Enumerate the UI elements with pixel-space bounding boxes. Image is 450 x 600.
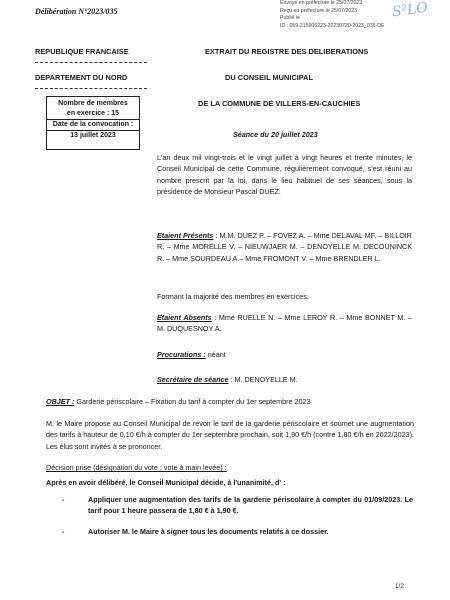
bullet-dash: - (62, 495, 65, 504)
absents-paragraph (157, 312, 412, 335)
objet-text: Garderie périscolaire – Fixation du tarif à compter du 1er septembre 2023 (74, 397, 311, 406)
departement-du-nord: DEPARTEMENT DU NORD (35, 73, 128, 82)
intro-paragraph: L'an deux mil vingt-trois et le vingt juillet à vingt heures et trente minutes, le Conseil Municipal de cette Commune, régulièrement convoqué, s'est réuni au nombre prescrit par la loi, dans le lieu habituel de ses séances, sous la présidence de Monsieur Pascal DUEZ. (157, 153, 412, 197)
commune-title: DE LA COMMUNE DE VILLERS-EN-CAUCHIES (198, 99, 361, 108)
secretaire-paragraph (157, 374, 412, 385)
objet-line (46, 397, 426, 406)
decision-label: Décision prise (désignation du vote : vote à main levée) : (46, 463, 227, 472)
stamp-line-publie: Publié le (280, 15, 300, 22)
absents-label: Etaient Absents (157, 313, 212, 322)
procurations-paragraph (157, 349, 412, 360)
procurations-value: néant (205, 350, 226, 359)
majorite-paragraph: Formant la majorité des membres en exercices. (157, 292, 309, 301)
secretaire-value: : M. DENOYELLE M. (228, 375, 298, 384)
presents-list: : M.M. DUEZ P. – FOVEZ A. – Mme DELAVAL MF. – BILLOIR R. – Mme MORELLE V. – NIEUWJAER M. – DENOYELLE M. DECOUNINCK R. – Mme SOURDEAU A.– Mme FROMONT V. – Mme BRENDLER L. (157, 231, 412, 263)
decision-bullet-1: Appliquer une augmentation des tarifs de la garderie périscolaire à compter du 01/09/2023. Le tarif pour 1 heure passera de 1,80 € à 1,90 €. (88, 495, 413, 516)
membres-exercice: en exercice : 15 (66, 110, 120, 117)
bullet-dash: - (62, 527, 65, 536)
conseil-municipal-title: DU CONSEIL MUNICIPAL (225, 73, 314, 82)
secretaire-label: Secrétaire de séance (157, 375, 229, 384)
divider-dashed (35, 88, 147, 89)
republique-francaise: REPUBLIQUE FRANCAISE (35, 47, 129, 56)
stamp-line-envoye: Envoyé en préfecture le 25/07/2023 (280, 0, 363, 6)
membres-convocation-box (46, 96, 140, 150)
proposition-paragraph: M. le Maire propose au Conseil Municipal de revoir le tarif de la garderie périscolaire et soumet une augmentation des tarifs à hauteur de 0,10 €/h à compter du 1er septembre prochain, soit 1,90 €/h (contre 1,80 €/h en 2022/2023). Les élus sont invités à se prononcer. (46, 419, 414, 451)
slo-stamp-logo: S²LO (391, 0, 429, 21)
divider-dashed (35, 62, 147, 63)
seance-date: Séance du 20 juillet 2023 (233, 130, 318, 139)
decision-bullet-2: Autoriser M. le Maire à signer tous les documents relatifs à ce dossier. (88, 527, 329, 536)
absents-list: : Mme RUELLE N. – Mme LEROY R. – Mme BONNET M. – M. DUQUESNOY A. (157, 313, 412, 334)
procurations-label: Procurations : (157, 350, 206, 359)
objet-label: OBJET : (46, 397, 75, 406)
convocation-date-label: Date de la convocation : (52, 121, 134, 128)
stamp-line-recu: Reçu en préfecture le 25/07/2023 (280, 7, 358, 14)
decision-intro: Après en avoir délibéré, le Conseil Municipal décide, à l'unanimité, d' : (46, 478, 286, 487)
presents-paragraph (157, 230, 412, 264)
page-number: 1/2 (395, 583, 404, 590)
presents-label: Etaient Présents (157, 231, 214, 240)
deliberation-number: Délibération N°2023/035 (35, 7, 118, 16)
convocation-date-value: 13 juillet 2023 (70, 132, 116, 139)
membres-label: Nombre de membres (58, 100, 128, 107)
extrait-registre-title: EXTRAIT DU REGISTRE DES DELIBERATIONS (205, 47, 369, 56)
stamp-line-id: ID : 059-215906223-20230720-2023_035-DE (280, 22, 385, 29)
